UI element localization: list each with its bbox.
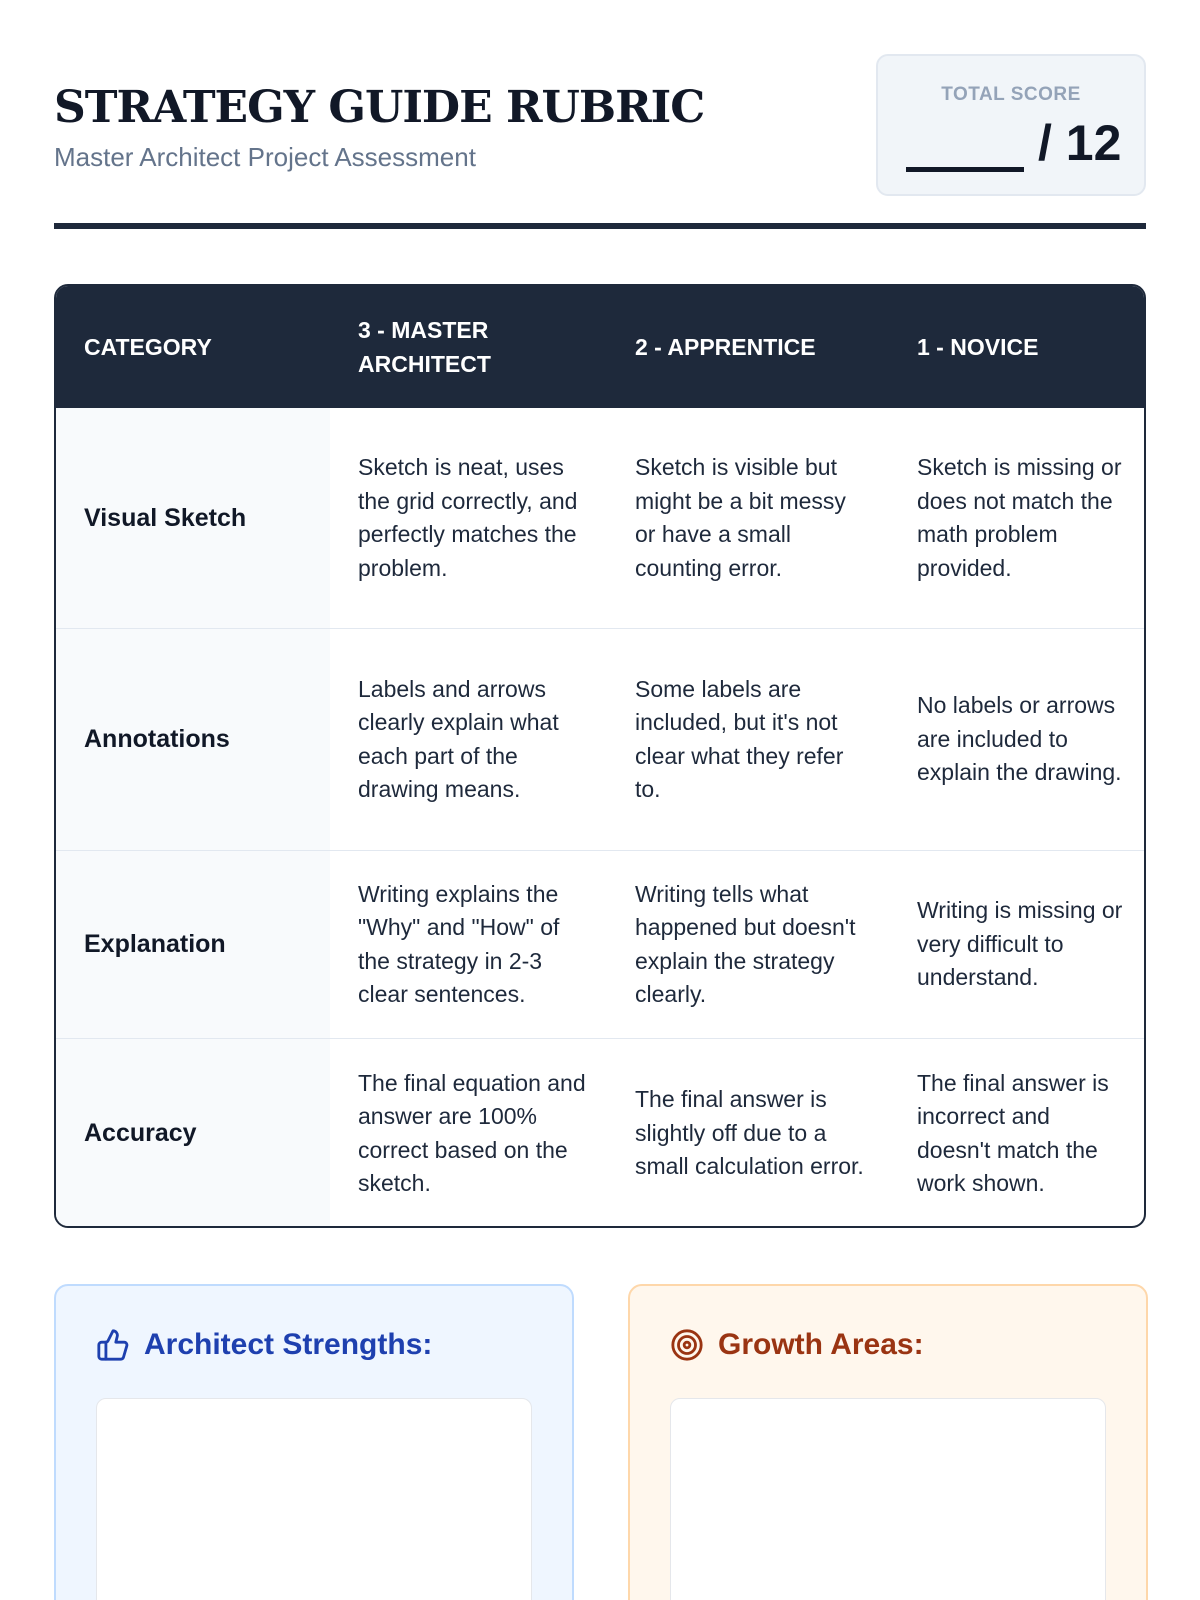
apprentice-cell: The final answer is slightly off due to a small calculation error. — [635, 1086, 864, 1180]
table-row — [56, 850, 1144, 1038]
master-cell: Writing explains the "Why" and "How" of the strategy in 2-3 clear sentences. — [358, 880, 560, 1007]
novice-cell: The final answer is incorrect and doesn't match the work shown. — [917, 1069, 1109, 1196]
score-blank-line[interactable] — [906, 128, 1024, 172]
apprentice-cell: Writing tells what happened but doesn't explain the strategy clearly. — [635, 880, 856, 1007]
rubric-page — [54, 0, 1146, 1600]
rubric-table — [54, 284, 1146, 1228]
master-cell: Labels and arrows clearly explain what each part of the drawing means. — [358, 675, 559, 802]
total-score-value — [906, 114, 1121, 172]
growth-write-area[interactable] — [670, 1398, 1106, 1600]
apprentice-cell: Some labels are included, but it's not clear what they refer to. — [635, 675, 844, 802]
header-divider — [54, 223, 1146, 229]
table-row — [56, 628, 1144, 850]
category-cell: Explanation — [56, 851, 330, 1038]
strengths-title — [96, 1328, 432, 1362]
rubric-header-row — [56, 286, 1144, 408]
master-cell: The final equation and answer are 100% correct based on the sketch. — [358, 1069, 586, 1196]
category-cell: Annotations — [56, 629, 330, 850]
strengths-title-text: Architect Strengths: — [144, 1328, 433, 1361]
page-subtitle: Master Architect Project Assessment — [54, 142, 476, 172]
novice-cell: No labels or arrows are included to explain the drawing. — [917, 692, 1122, 786]
column-header-category: CATEGORY — [84, 334, 212, 360]
novice-cell: Sketch is missing or does not match the math problem provided. — [917, 454, 1122, 581]
page-header — [54, 0, 1146, 230]
column-header-apprentice: 2 - APPRENTICE — [635, 334, 816, 360]
column-header-master: 3 - MASTER ARCHITECT — [358, 317, 491, 377]
thumbs-up-icon — [96, 1328, 130, 1362]
table-row — [56, 408, 1144, 628]
growth-title — [670, 1328, 924, 1362]
master-cell: Sketch is neat, uses the grid correctly, and perfectly matches the problem. — [358, 454, 578, 581]
page-title: STRATEGY GUIDE RUBRIC — [54, 82, 705, 133]
apprentice-cell: Sketch is visible but might be a bit messy or have a small counting error. — [635, 454, 846, 581]
table-row — [56, 1038, 1144, 1228]
growth-title-text: Growth Areas: — [718, 1328, 924, 1361]
column-header-novice: 1 - NOVICE — [917, 334, 1039, 360]
total-score-box — [876, 54, 1146, 196]
category-cell: Accuracy — [56, 1039, 330, 1228]
strengths-write-area[interactable] — [96, 1398, 532, 1600]
target-icon — [670, 1328, 704, 1362]
novice-cell: Writing is missing or very difficult to understand. — [917, 897, 1123, 991]
total-score-label: TOTAL SCORE — [941, 84, 1081, 105]
score-total: / 12 — [1038, 115, 1122, 171]
growth-panel — [628, 1284, 1148, 1600]
strengths-panel — [54, 1284, 574, 1600]
category-cell: Visual Sketch — [56, 408, 330, 628]
